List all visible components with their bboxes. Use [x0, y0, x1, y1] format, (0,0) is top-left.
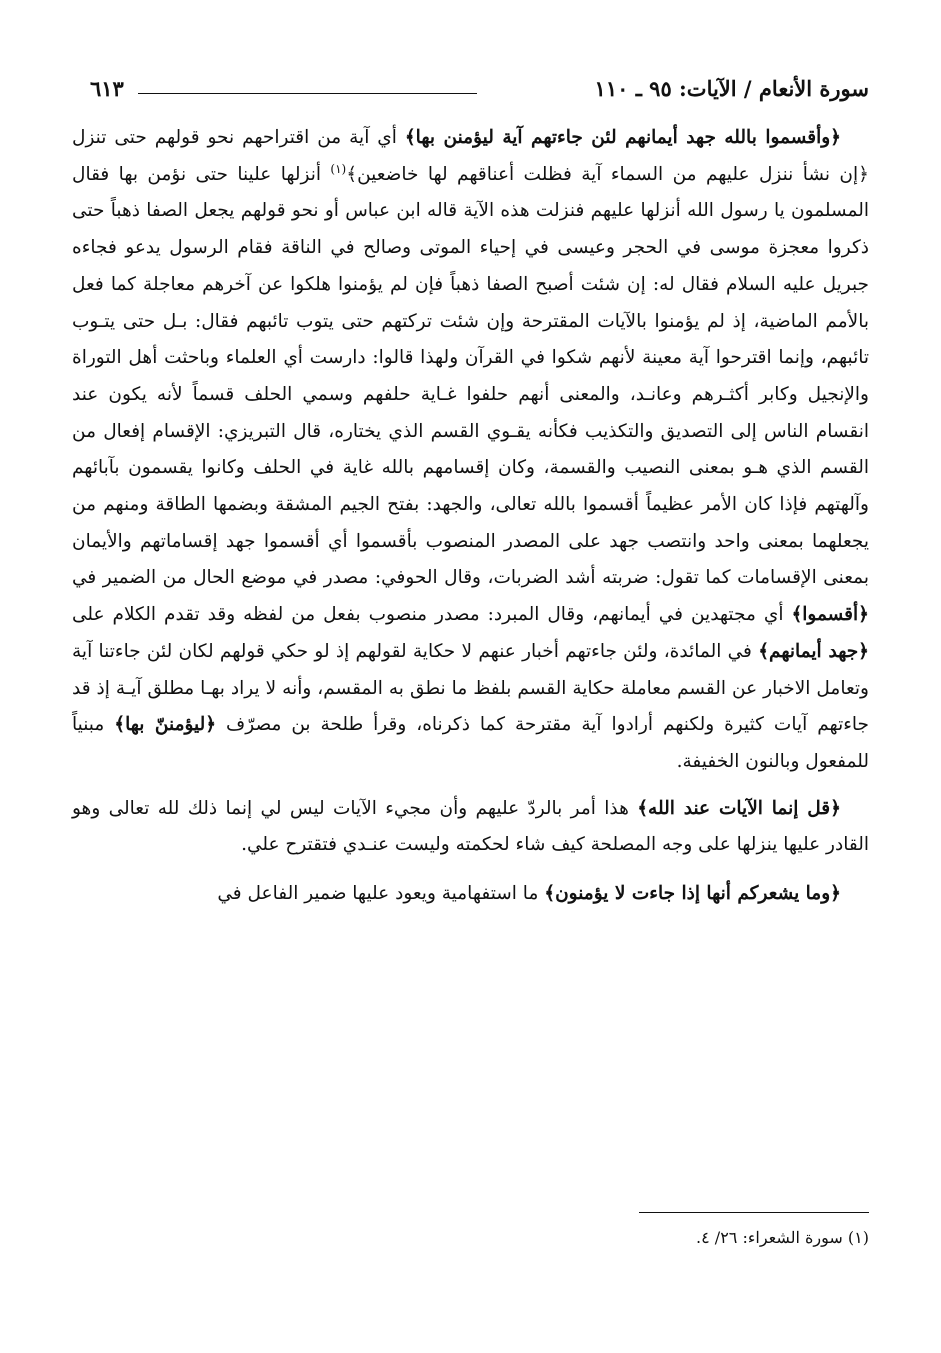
paragraph-text: في المائدة، ولئن جاءتهم أخبار عنهم لا حكاية لقولهم إذ لو حكي قولهم لكان لئن جاءتنا آية وتعامل الاخبار عن القسم معاملة حكاية القسم بلفظ ما نطق به المقسم، وأنه لا يراد بهـا مطلق آيـة إذ قد جاءتهم آيات كثيرة ولكنهم أرادوا آية مقترحة كما ذكرناه، وقرأ طلحة بن مصرّف [72, 640, 869, 736]
body-text [72, 120, 869, 925]
keyword-quote: ﴿ليؤمننّ بها﴾ [114, 714, 217, 736]
verse-quote: ﴿وأقسموا بالله جهد أيمانهم لئن جاءتهم آية ليؤمنن بها﴾ [404, 127, 841, 148]
page-header [90, 68, 869, 108]
paragraph-1 [72, 120, 869, 781]
verse-quote: ﴿قل إنما الآيات عند الله﴾ [637, 797, 841, 819]
paragraph-text: أنزلها علينا حتى نؤمن بها فقال المسلمون يا رسول الله أنزلها عليهم فنزلت هذه الآية قاله ابن عباس أو نحو قولهم يجعل الصفا ذهباً حتى ذكروا معجزة موسى في الحجر وعيسى في إحياء الموتى وصالح في الناقة فقام الرسول يدعو فجاءه جبريل عليه السلام فقال له: إن شئت أصبح الصفا ذهباً فإن لم يؤمنوا هلكوا عن آخرهم معاجلة كما فعل بالأمم الماضية، إذ لم يؤمنوا بالآيات المقترحة وإن شئت تركتهم حتى يتوب تائبهم فقال: بـل حتى يتـوب تائبهم، وإنما اقترحوا آية معينة لأنهم شكوا في القرآن ولهذا قالوا: دارست أي العلماء وباحثت أهل التوراة والإنجيل وكابر أكثـرهم وعانـد، والمعنى أنهم حلفوا غـاية حلفهم وسمي الحلف قسماً لأنه يكون عند انقسام الناس إلى التصديق والتكذيب فكأنه يقـوي القسم الذي يختاره، قال التبريزي: الإقسام إفعال من القسم الذي هـو بمعنى النصيب والقسمة، وكان إقسامهم بالله غاية في الحلف وكانوا يقسمون بآبائهم وآلهتهم فإذا كان الأمر عظيماً أقسموا بالله تعالى، والجهد: بفتح الجيم المشقة وبضمها الطاقة ومنهم من يجعلهما بمعنى واحد وانتصب جهد على المصدر المنصوب بأقسموا أي أقسموا جهد إقساماتهم والأيمان بمعنى الإقسامات كما تقول: ضربته أشد الضربات، وقال الحوفي: مصدر في موضع الحال من الضمير في [72, 163, 869, 589]
keyword-quote: ﴿جهد أيمانهم﴾ [758, 640, 870, 662]
running-title: سورة الأنعام / الآيات: ٩٥ ـ ١١٠ [594, 76, 869, 101]
paragraph-text: أي مجتهدين في أيمانهم، وقال المبرد: مصدر منصوب بفعل من لفظه وقد تقدم الكلام على [72, 604, 792, 626]
paragraph-text: هذا أمر بالردّ عليهم وأن مجيء الآيات ليس لي إنما ذلك لله تعالى وهو القادر عليها ينزلها على وجه المصلحة كيف شاء لحكمته وليست عنـدي فتقترح علي. [72, 797, 869, 856]
header-rule [138, 93, 477, 94]
footnote-rule [639, 1212, 869, 1213]
paragraph-text: ما استفهامية ويعود عليها ضمير الفاعل في [217, 883, 545, 905]
keyword-quote: ﴿أقسموا﴾ [791, 604, 869, 626]
paragraph-2 [72, 791, 869, 864]
footnote-reference[interactable]: (١) [330, 161, 347, 176]
paragraph-text: أي آية من اقتراحهم نحو قولهم حتى تنزل [72, 127, 405, 148]
footnote: (١) سورة الشعراء: ٢٦/ ٤. [696, 1228, 869, 1247]
paragraph-text: مبنياً للمفعول وبالنون الخفيفة. [72, 714, 869, 772]
inline-quote: ﴿إن نشأ ننزل عليهم من السماء آية فظلت أعناقهم لها خاضعين﴾ [346, 163, 869, 185]
verse-quote: ﴿وما يشعركم أنها إذا جاءت لا يؤمنون﴾ [544, 883, 841, 905]
page-number: ٦١٣ [90, 76, 124, 101]
paragraph-3 [72, 876, 869, 913]
